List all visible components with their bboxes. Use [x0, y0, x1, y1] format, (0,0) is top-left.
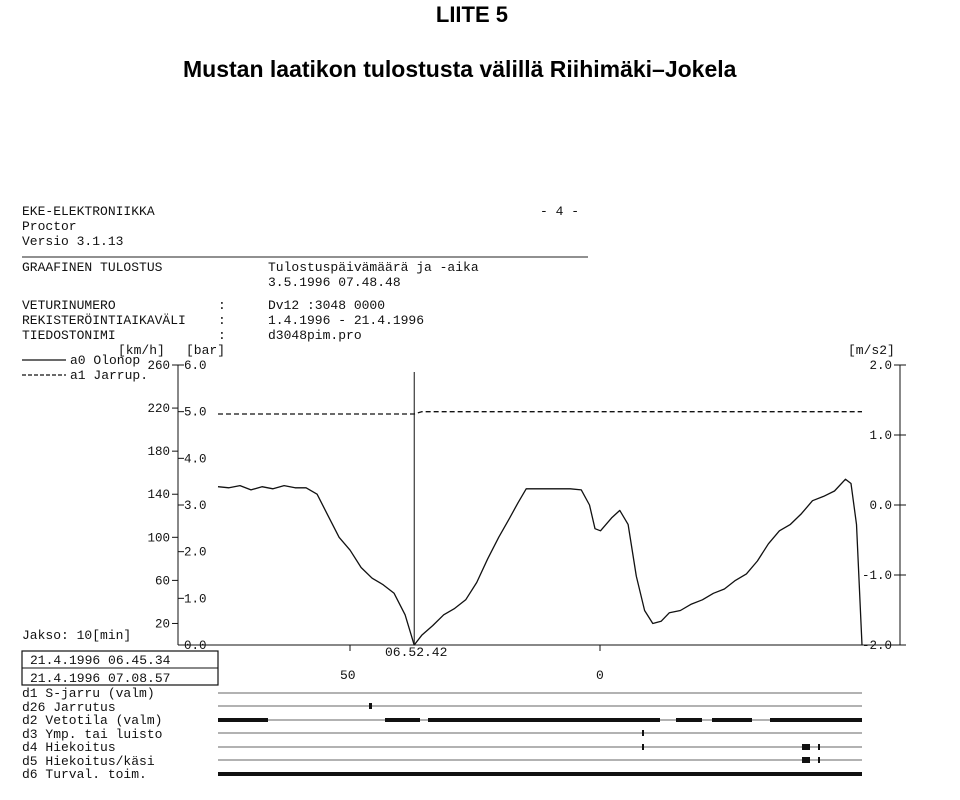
accel-unit-label: [m/s2]	[848, 343, 895, 358]
field-separator: :	[218, 298, 226, 313]
pressure-unit-label: [bar]	[186, 343, 226, 358]
speed-tick-label: 60	[154, 574, 170, 589]
field-value: d3048pim.pro	[268, 328, 362, 343]
speed-tick-label: 20	[154, 617, 170, 632]
pressure-tick-label: 3.0	[184, 499, 207, 513]
signal-label: d3 Ymp. tai luisto	[22, 727, 163, 742]
start-time: 21.4.1996 06.45.34	[30, 653, 171, 668]
pressure-tick-label: 6.0	[184, 359, 207, 373]
accel-tick-label: 0.0	[869, 499, 892, 513]
version-label: Versio 3.1.13	[22, 234, 124, 249]
appendix-label: LIITE 5	[435, 2, 508, 27]
print-time-label: Tulostuspäivämäärä ja -aika	[268, 260, 479, 275]
scale-right-label: 0	[596, 668, 604, 683]
company-name: EKE-ELEKTRONIIKKA	[22, 204, 155, 219]
speed-tick-label: 220	[147, 402, 170, 417]
section-title: GRAAFINEN TULOSTUS	[22, 260, 163, 275]
scale-left-label: 50	[340, 668, 356, 683]
field-label: TIEDOSTONIMI	[22, 328, 116, 343]
signal-pulse	[818, 757, 820, 763]
field-separator: :	[218, 313, 226, 328]
legend-label: a0 Olonop	[70, 353, 141, 368]
speed-tick-label: 260	[147, 359, 170, 373]
pressure-tick-label: 2.0	[184, 545, 207, 560]
field-label: REKISTERÖINTIAIKAVÄLI	[22, 313, 186, 328]
signal-pulse	[802, 744, 810, 750]
accel-tick-label: 2.0	[869, 359, 892, 373]
legend-label: a1 Jarrup.	[70, 368, 149, 383]
page-title: Mustan laatikon tulostusta välillä Riihimäki–Jokela	[183, 56, 737, 82]
field-separator: :	[218, 328, 226, 343]
pressure-tick-label: 4.0	[184, 452, 207, 467]
series-jarrup-line	[218, 412, 862, 414]
pressure-tick-label: 5.0	[184, 405, 207, 420]
signal-pulse	[369, 703, 372, 709]
field-label: VETURINUMERO	[22, 298, 116, 313]
signal-label: d26 Jarrutus	[22, 700, 116, 715]
end-time: 21.4.1996 07.08.57	[30, 671, 171, 686]
print-time-value: 3.5.1996 07.48.48	[268, 275, 401, 290]
signal-pulse	[802, 757, 810, 763]
cursor-time: 06.52.42	[385, 645, 448, 660]
series-olonop-line	[218, 479, 862, 645]
signal-pulse	[642, 744, 644, 750]
speed-tick-label: 100	[147, 531, 170, 546]
speed-unit-label: [km/h]	[118, 343, 165, 358]
accel-tick-label: -2.0	[861, 639, 892, 653]
accel-tick-label: -1.0	[861, 569, 892, 583]
signal-label: d1 S-jarru (valm)	[22, 686, 155, 701]
pressure-tick-label: 0.0	[184, 639, 207, 653]
signal-label: d2 Vetotila (valm)	[22, 713, 163, 728]
signal-label: d4 Hiekoitus	[22, 740, 116, 755]
signal-label: d6 Turval. toim.	[22, 767, 147, 782]
signal-pulse	[642, 730, 644, 736]
signal-label: d5 Hiekoitus/käsi	[22, 754, 155, 769]
accel-tick-label: 1.0	[869, 429, 892, 443]
signal-pulse	[818, 744, 820, 750]
speed-tick-label: 180	[147, 445, 170, 460]
pressure-tick-label: 1.0	[184, 592, 207, 607]
speed-tick-label: 140	[147, 488, 170, 503]
interval-label: Jakso: 10[min]	[22, 628, 132, 643]
page-marker: - 4 -	[540, 204, 580, 219]
product-name: Proctor	[22, 219, 77, 234]
field-value: Dv12 :3048 0000	[268, 298, 386, 313]
field-value: 1.4.1996 - 21.4.1996	[268, 313, 425, 328]
